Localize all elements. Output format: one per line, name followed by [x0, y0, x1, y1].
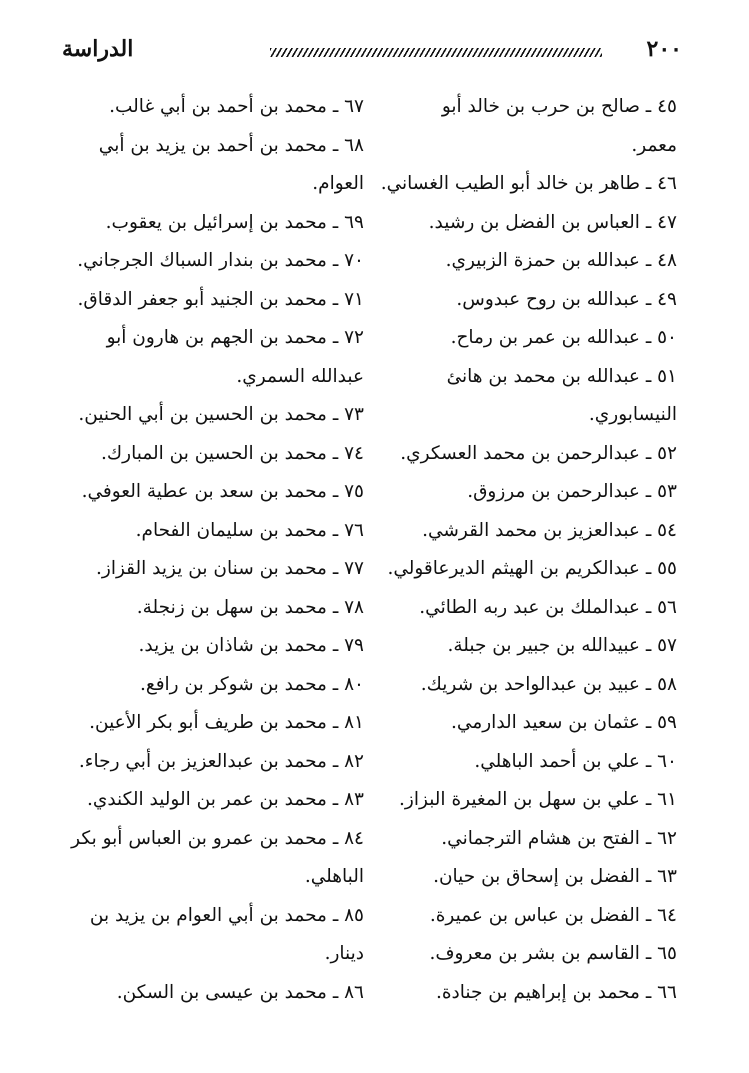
list-item: ٧٩ ـ محمد بن شاذان بن يزيد. — [138, 635, 364, 656]
list-item: ٧٥ ـ محمد بن سعد بن عطية العوفي. — [81, 481, 364, 502]
list-item: ٥٤ ـ عبدالعزيز بن محمد القرشي. — [422, 519, 677, 541]
list-item: ٨٢ ـ محمد بن عبدالعزيز بن أبي رجاء. — [78, 750, 364, 772]
list-item: ٤٩ ـ عبدالله بن روح عبدوس. — [456, 288, 677, 310]
list-item: ٨٣ ـ محمد بن عمر بن الوليد الكندي. — [86, 789, 364, 810]
list-item: ٦٩ ـ محمد بن إسرائيل بن يعقوب. — [105, 211, 364, 233]
list-item: ٥٧ ـ عبيدالله بن جبير بن جبلة. — [447, 635, 677, 656]
list-item: ٧٠ ـ محمد بن بندار السباك الجرجاني. — [77, 250, 364, 271]
running-title: الدراسة — [62, 36, 134, 62]
list-item: ٧١ ـ محمد بن الجنيد أبو جعفر الدقاق. — [77, 288, 364, 310]
list-item: ٧٤ ـ محمد بن الحسين بن المبارك. — [101, 442, 364, 464]
list-item-continuation: النيسابوري. — [588, 404, 677, 425]
list-item: ٥٠ ـ عبدالله بن عمر بن رماح. — [450, 327, 677, 348]
list-item: ٦١ ـ علي بن سهل بن المغيرة البزاز. — [399, 789, 677, 810]
list-item: ٧٦ ـ محمد بن سليمان الفحام. — [135, 519, 364, 541]
list-item: ٦٣ ـ الفضل بن إسحاق بن حيان. — [433, 866, 677, 887]
page-header — [62, 36, 682, 70]
list-item: ٧٨ ـ محمد بن سهل بن زنجلة. — [136, 596, 364, 618]
list-item: ٥٥ ـ عبدالكريم بن الهيثم الديرعاقولي. — [387, 558, 677, 579]
list-item: ٤٧ ـ العباس بن الفضل بن رشيد. — [428, 211, 677, 233]
list-item-continuation: العوام. — [312, 173, 364, 194]
list-item: ٥٦ ـ عبدالملك بن عبد ربه الطائي. — [419, 596, 677, 618]
list-item: ٤٥ ـ صالح بن حرب بن خالد أبو — [441, 96, 677, 117]
list-item: ٤٦ ـ طاهر بن خالد أبو الطيب الغساني. — [380, 173, 677, 194]
list-item-continuation: معمر. — [631, 134, 677, 156]
list-item: ٧٢ ـ محمد بن الجهم بن هارون أبو — [106, 327, 364, 348]
list-item: ٥٣ ـ عبدالرحمن بن مرزوق. — [467, 481, 677, 502]
list-item: ٥١ ـ عبدالله بن محمد بن هانئ — [446, 365, 677, 387]
list-item: ٦٠ ـ علي بن أحمد الباهلي. — [474, 750, 677, 772]
list-item: ٤٨ ـ عبدالله بن حمزة الزبيري. — [445, 250, 677, 271]
list-item-continuation: دينار. — [324, 943, 364, 964]
list-item: ٥٩ ـ عثمان بن سعيد الدارمي. — [451, 712, 677, 733]
list-item: ٦٤ ـ الفضل بن عباس بن عميرة. — [429, 904, 677, 926]
list-item: ٦٥ ـ القاسم بن بشر بن معروف. — [429, 943, 677, 964]
list-item: ٥٢ ـ عبدالرحمن بن محمد العسكري. — [400, 442, 677, 464]
list-item: ٧٧ ـ محمد بن سنان بن يزيد القزاز. — [96, 558, 364, 579]
header-rule — [270, 48, 602, 57]
list-item: ٦٢ ـ الفتح بن هشام الترجماني. — [441, 827, 677, 849]
list-item: ٥٨ ـ عبيد بن عبدالواحد بن شريك. — [420, 673, 677, 695]
page-number: ٢٠٠ — [646, 36, 682, 62]
list-item: ٦٨ ـ محمد بن أحمد بن يزيد بن أبي — [98, 134, 364, 156]
left-column — [64, 88, 364, 1012]
list-item: ٦٦ ـ محمد بن إبراهيم بن جنادة. — [435, 981, 677, 1003]
list-item-continuation: الباهلي. — [304, 866, 364, 887]
list-item: ٨٠ ـ محمد بن شوكر بن رافع. — [139, 673, 364, 695]
right-column — [367, 88, 677, 1012]
list-item: ٨١ ـ محمد بن طريف أبو بكر الأعين. — [89, 712, 364, 733]
list-item: ٦٧ ـ محمد بن أحمد بن أبي غالب. — [109, 96, 364, 117]
list-item: ٨٥ ـ محمد بن أبي العوام بن يزيد بن — [89, 904, 364, 926]
list-item: ٨٤ ـ محمد بن عمرو بن العباس أبو بكر — [71, 827, 364, 849]
list-item: ٧٣ ـ محمد بن الحسين بن أبي الحنين. — [78, 404, 364, 425]
list-item-continuation: عبدالله السمري. — [236, 365, 364, 387]
list-item: ٨٦ ـ محمد بن عيسى بن السكن. — [116, 981, 364, 1003]
